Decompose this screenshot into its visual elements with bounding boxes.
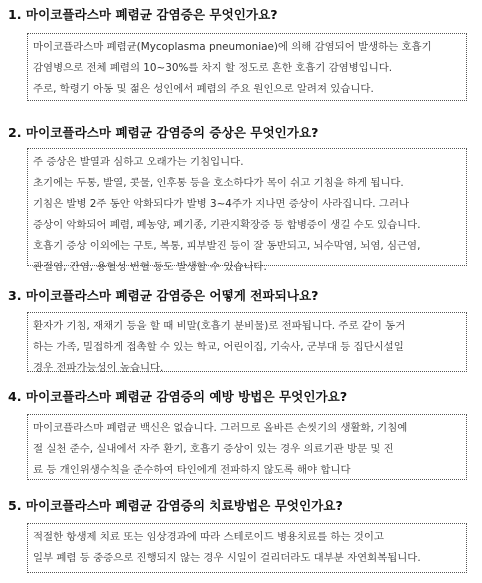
question-heading: 1. 마이코플라스마 폐렴균 감염증은 무엇인가요?	[8, 7, 278, 22]
answer-line: 료 등 개인위생수칙을 준수하여 타인에게 전파하지 않도록 해야 합니다	[33, 464, 351, 476]
answer-line: 주 증상은 발열과 심하고 오래가는 기침입니다.	[33, 156, 244, 168]
answer-box	[27, 33, 467, 101]
answer-box	[27, 414, 467, 480]
answer-line: 주로, 학령기 아동 및 젊은 성인에서 폐렴의 주요 원인으로 알려져 있습니다.	[33, 83, 374, 95]
question-heading: 3. 마이코플라스마 폐렴균 감염증은 어떻게 전파되나요?	[8, 288, 319, 303]
question-heading: 2. 마이코플라스마 폐렴균 감염증의 증상은 무엇인가요?	[8, 125, 319, 140]
answer-line: 호흡기 증상 이외에는 구토, 복통, 피부발진 등이 잘 동반되고, 뇌수막염, 뇌염, 심근염,	[33, 240, 421, 252]
question-heading: 5. 마이코플라스마 폐렴균 감염증의 치료방법은 무엇인가요?	[8, 498, 343, 513]
answer-box	[27, 312, 467, 372]
answer-line: 일부 폐렴 등 중증으로 진행되지 않는 경우 시일이 걸리더라도 대부분 자연회복됩니다.	[33, 552, 421, 564]
answer-line: 초기에는 두통, 발열, 콧물, 인후통 등을 호소하다가 목이 쉬고 기침을 하게 됩니다.	[33, 177, 404, 189]
answer-box	[27, 523, 467, 573]
answer-line: 적절한 항생제 치료 또는 임상경과에 따라 스테로이드 병용치료를 하는 것이고	[33, 531, 384, 543]
answer-line: 환자가 기침, 재채기 등을 할 때 비말(호흡기 분비물)로 전파됩니다. 주로 같이 동거	[33, 320, 406, 332]
answer-line: 절 실천 준수, 실내에서 자주 환기, 호흡기 증상이 있는 경우 의료기관 방문 및 진	[33, 443, 394, 455]
answer-line: 마이코플라스마 폐렴균(Mycoplasma pneumoniae)에 의해 감염되어 발생하는 호흡기	[33, 41, 432, 53]
question-heading: 4. 마이코플라스마 폐렴균 감염증의 예방 방법은 무엇인가요?	[8, 389, 348, 404]
answer-line: 감염병으로 전체 폐렴의 10~30%를 차지 할 정도로 흔한 호흡기 감염병입니다.	[33, 62, 393, 74]
answer-line: 관절염, 간염, 용혈성 빈혈 등도 발생할 수 있습니다.	[33, 261, 267, 273]
answer-line: 기침은 발병 2주 동안 악화되다가 발병 3~4주가 지나면 증상이 사라집니다. 그러나	[33, 198, 410, 210]
answer-box	[27, 148, 467, 273]
answer-line: 증상이 악화되어 폐렴, 폐농양, 폐기종, 기관지확장증 등 합병증이 생길 수도 있습니다.	[33, 219, 421, 231]
answer-line: 경우 전파가능성이 높습니다.	[33, 362, 164, 374]
answer-line: 마이코플라스마 폐렴균 백신은 없습니다. 그러므로 올바른 손씻기의 생활화, 기침예	[33, 422, 408, 434]
answer-line: 하는 가족, 밀접하게 접촉할 수 있는 학교, 어린이집, 기숙사, 군부대 등 집단시설일	[33, 341, 404, 353]
